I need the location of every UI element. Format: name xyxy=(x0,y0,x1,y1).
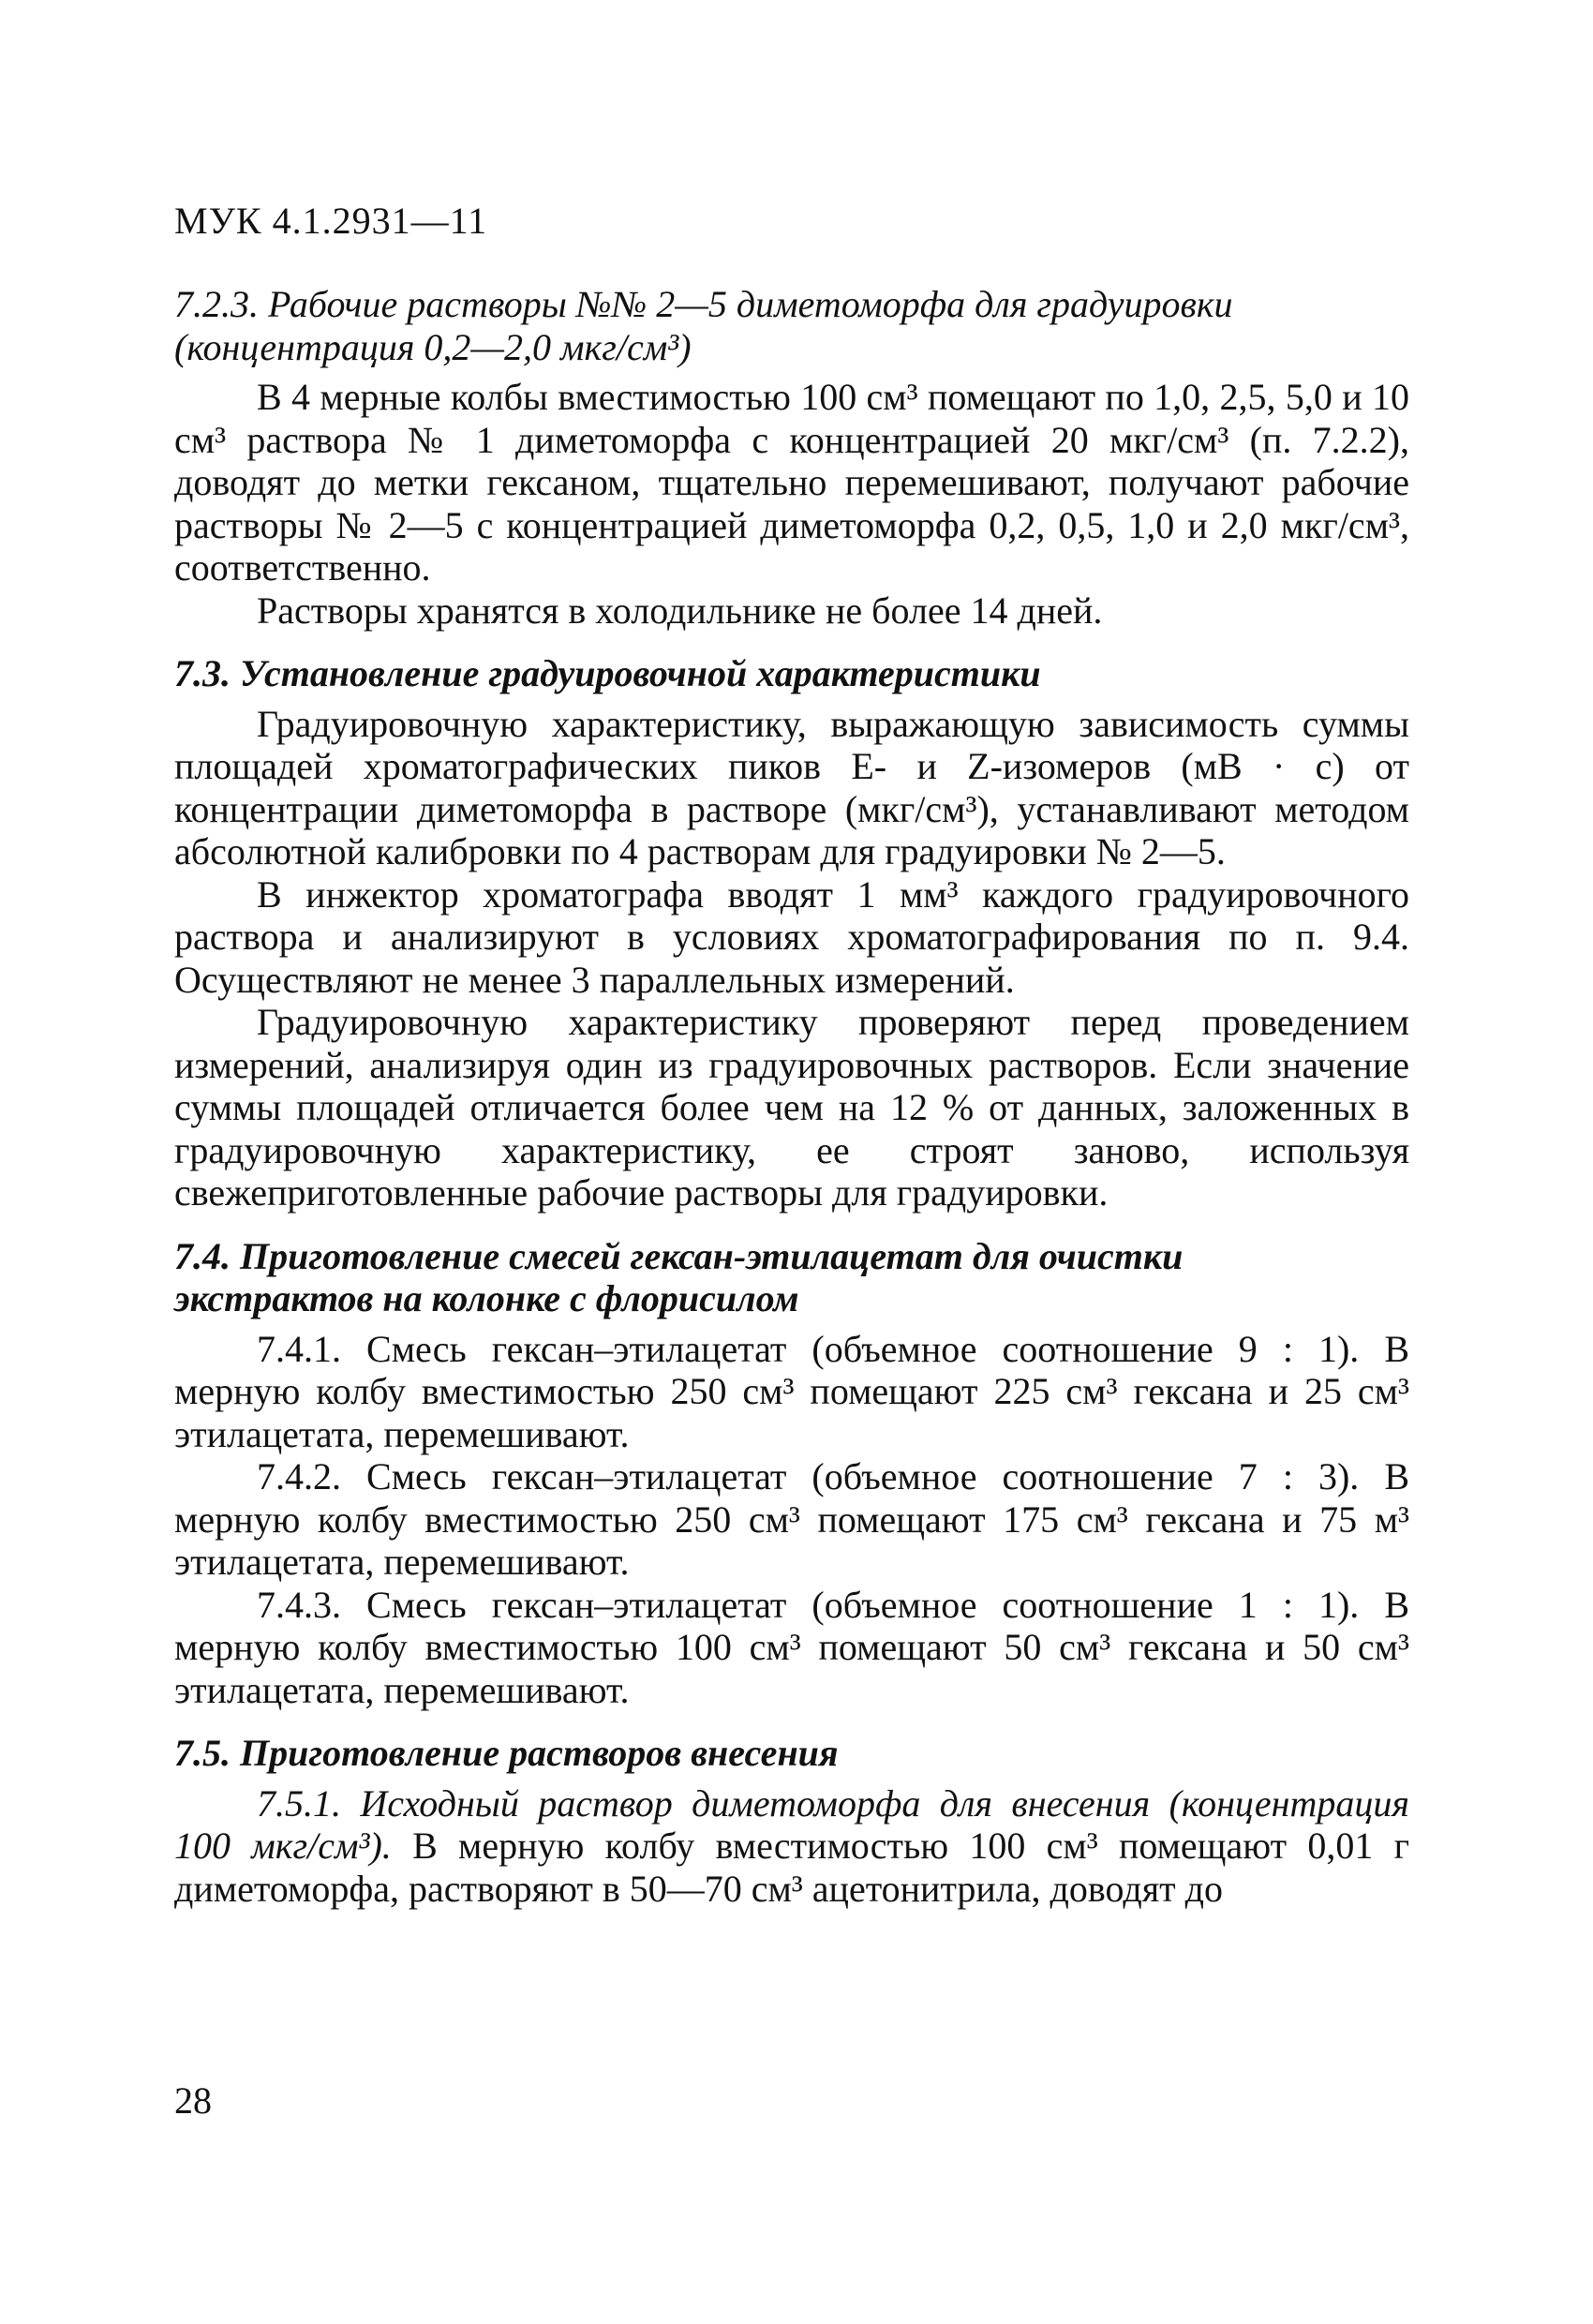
section-7-3-paragraph-3: Градуировочную характеристику проверяют перед проведением измерений, анализируя один из градуировочных растворов. Если значение суммы площадей отличается более чем на 12 % от данных, заложенных в градуировочную характеристику, ее строят заново, используя свежеприготовленные рабочие растворы для градуировки. xyxy=(174,1001,1409,1214)
section-7-3-paragraph-2: В инжектор хроматографа вводят 1 мм³ каждого градуировочного раствора и анализируют в условиях хроматографирования по п. 9.4. Осуществляют не менее 3 параллельных измерений. xyxy=(174,872,1409,1001)
page-content xyxy=(174,283,1409,1910)
section-7-2-3-title-line2: (концентрация 0,2—2,0 мкг/см³) xyxy=(174,325,692,368)
section-7-5-1-paragraph xyxy=(174,1782,1409,1911)
section-7-2-3-heading xyxy=(174,283,1409,368)
section-7-3-title: 7.3. Установление градуировочной характеристики xyxy=(174,652,1041,694)
page-number: 28 xyxy=(174,2079,212,2122)
section-7-2-3-title-line1: 7.2.3. Рабочие растворы №№ 2—5 диметоморфа для градуировки xyxy=(174,283,1233,325)
section-7-4-title-line2: экстрактов на колонке с флорисилом xyxy=(174,1277,799,1319)
section-7-3-paragraph-1: Градуировочную характеристику, выражающую зависимость суммы площадей хроматографических пиков E- и Z-изомеров (мВ · с) от концентрации диметоморфа в растворе (мкг/см³), устанавливают методом абсолютной калибровки по 4 растворам для градуировки № 2—5. xyxy=(174,702,1409,872)
section-7-5-1-text: В мерную колбу вместимостью 100 см³ помещают 0,01 г диметоморфа, растворяют в 50—70 см³ ацетонитрила, доводят до xyxy=(174,1825,1409,1910)
document-code: МУК 4.1.2931—11 xyxy=(174,200,488,242)
section-7-5-1-subtitle: 7.5.1. Исходный раствор диметоморфа для внесения (концентрация 100 мкг/см³). xyxy=(174,1781,1409,1867)
section-7-4-3-paragraph: 7.4.3. Смесь гексан–этилацетат (объемное соотношение 1 : 1). В мерную колбу вместимостью 100 см³ помещают 50 см³ гексана и 50 см³ этилацетата, перемешивают. xyxy=(174,1583,1409,1711)
section-7-4-title-line1: 7.4. Приготовление смесей гексан-этилацетат для очистки xyxy=(174,1234,1184,1277)
section-7-4-1-paragraph: 7.4.1. Смесь гексан–этилацетат (объемное соотношение 9 : 1). В мерную колбу вместимостью 250 см³ помещают 225 см³ гексана и 25 см³ этилацетата, перемешивают. xyxy=(174,1327,1409,1455)
section-7-4-2-paragraph: 7.4.2. Смесь гексан–этилацетат (объемное соотношение 7 : 3). В мерную колбу вместимостью 250 см³ помещают 175 см³ гексана и 75 м³ этилацетата, перемешивают. xyxy=(174,1455,1409,1583)
section-7-5-title: 7.5. Приготовление растворов внесения xyxy=(174,1732,839,1774)
section-7-4-heading xyxy=(174,1235,1409,1320)
section-7-2-3-paragraph-2: Растворы хранятся в холодильнике не более 14 дней. xyxy=(257,588,1103,632)
section-7-2-3-paragraph-1: В 4 мерные колбы вместимостью 100 см³ помещают по 1,0, 2,5, 5,0 и 10 см³ раствора № 1 диметоморфа с концентрацией 20 мкг/см³ (п. 7.2.2), доводят до метки гексаном, тщательно перемешивают, получают рабочие растворы № 2—5 с концентрацией диметоморфа 0,2, 0,5, 1,0 и 2,0 мкг/см³, соответственно. xyxy=(174,376,1409,588)
